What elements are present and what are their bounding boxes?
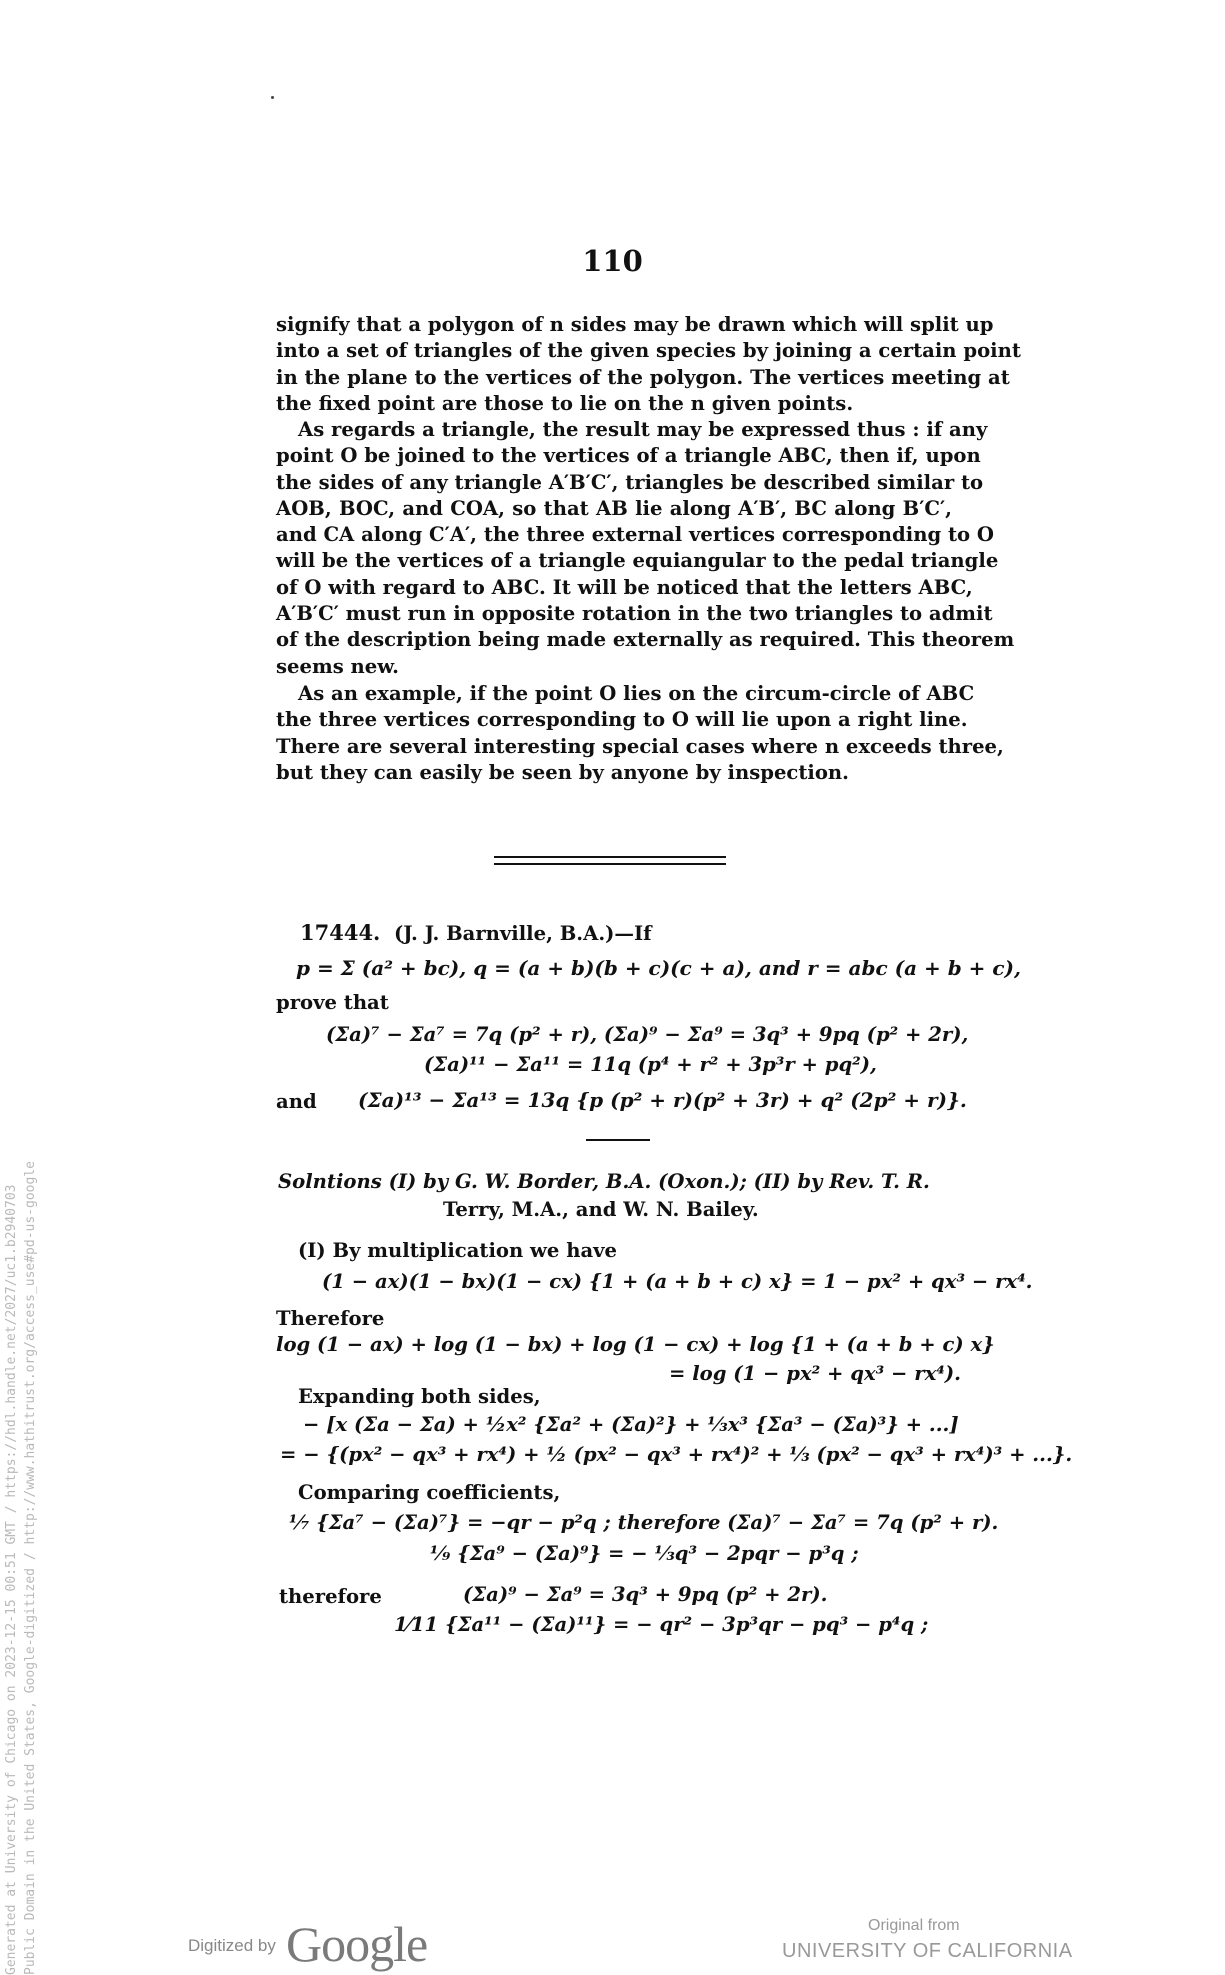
equation-2: (Σa)¹¹ − Σa¹¹ = 11q (p⁴ + r² + 3p³r + pq²), xyxy=(424,1053,877,1076)
working-line-1: (I) By multiplication we have xyxy=(298,1239,618,1262)
equation-3: (Σa)¹³ − Σa¹³ = 13q {p (p² + r)(p² + 3r) + q² (2p² + r)}. xyxy=(358,1088,967,1112)
text-line: but they can easily be seen by anyone by inspection. xyxy=(276,760,849,784)
working-line-4: log (1 − ax) + log (1 − bx) + log (1 − cx) + log {1 + (a + b + c) x} xyxy=(276,1333,995,1356)
working-line-8: = − {(px² − qx³ + rx⁴) + ½ (px² − qx³ + rx⁴)² + ⅓ (px² − qx³ + rx⁴)³ + ...}. xyxy=(280,1443,1073,1466)
text-line: seems new. xyxy=(276,654,399,678)
working-line-11: ⅑ {Σa⁹ − (Σa)⁹} = − ⅓q³ − 2pqr − p³q ; xyxy=(430,1542,859,1565)
text-line: the three vertices corresponding to O will lie upon a right line. xyxy=(276,708,968,732)
paragraph-1 xyxy=(276,312,1021,417)
text-line: As regards a triangle, the result may be expressed thus : if any xyxy=(298,418,988,441)
working-line-5: = log (1 − px² + qx³ − rx⁴). xyxy=(669,1362,961,1385)
and-label: and xyxy=(276,1090,317,1113)
working-line-2: (1 − ax)(1 − bx)(1 − cx) {1 + (a + b + c) x} = 1 − px² + qx³ − rx⁴. xyxy=(322,1270,1033,1293)
working-line-10: ⅐ {Σa⁷ − (Σa)⁷} = −qr − p²q ; therefore (Σa)⁷ − Σa⁷ = 7q (p² + r). xyxy=(289,1511,999,1534)
sidebar-line-1: Generated at University of Chicago on 2023-12-15 00:51 GMT / https://hdl.handle.net/2027/uc1.b2940703 xyxy=(4,1184,19,1975)
equation-1: (Σa)⁷ − Σa⁷ = 7q (p² + r), (Σa)⁹ − Σa⁹ = 3q³ + 9pq (p² + 2r), xyxy=(326,1023,969,1046)
text-line: the fixed point are those to lie on the n given points. xyxy=(276,391,854,415)
problem-author: (J. J. Barnville, B.A.)—If xyxy=(394,922,652,945)
text-line: into a set of triangles of the given species by joining a certain point xyxy=(276,339,1021,363)
prove-that: prove that xyxy=(276,991,389,1014)
working-line-6: Expanding both sides, xyxy=(298,1385,541,1408)
solutions-line-1: Solntions (I) by G. W. Border, B.A. (Oxon.); (II) by Rev. T. R. xyxy=(278,1170,930,1193)
text-line: of the description being made externally as required. This theorem xyxy=(276,628,1015,652)
google-logo: Google xyxy=(286,1916,428,1972)
text-line: As an example, if the point O lies on the circum-circle of ABC xyxy=(298,682,975,705)
original-from-label: Original from xyxy=(868,1917,960,1934)
text-line: in the plane to the vertices of the polygon. The vertices meeting at xyxy=(276,365,1010,389)
text-line: point O be joined to the vertices of a triangle ABC, then if, upon xyxy=(276,444,981,468)
working-line-9: Comparing coefficients, xyxy=(298,1481,561,1504)
working-line-12-label: therefore xyxy=(279,1585,382,1608)
solutions-line-2: Terry, M.A., and W. N. Bailey. xyxy=(443,1198,759,1221)
university-label: UNIVERSITY OF CALIFORNIA xyxy=(782,1940,1073,1962)
problem-number: 17444. xyxy=(300,920,381,945)
section-divider-bottom xyxy=(494,863,726,865)
page-number: 110 xyxy=(582,244,643,278)
working-line-12: (Σa)⁹ − Σa⁹ = 3q³ + 9pq (p² + 2r). xyxy=(463,1583,828,1606)
speck xyxy=(271,96,274,99)
paragraph-2 xyxy=(276,417,1015,680)
problem-heading xyxy=(300,920,652,945)
text-line: will be the vertices of a triangle equiangular to the pedal triangle xyxy=(276,549,999,573)
working-line-3: Therefore xyxy=(276,1307,385,1330)
text-line: signify that a polygon of n sides may be drawn which will split up xyxy=(276,313,994,336)
working-line-7: − [x (Σa − Σa) + ½x² {Σa² + (Σa)²} + ⅓x³ {Σa³ − (Σa)³} + ...] xyxy=(303,1413,959,1436)
sidebar-line-2: Public Domain in the United States, Google-digitized / http://www.hathitrust.org/access_use#pd-us-google xyxy=(23,1161,38,1975)
paragraph-3 xyxy=(276,681,1004,786)
text-line: AOB, BOC, and COA, so that AB lie along A′B′, BC along B′C′, xyxy=(276,496,952,520)
text-line: A′B′C′ must run in opposite rotation in the two triangles to admit xyxy=(276,602,993,626)
problem-definitions: p = Σ (a² + bc), q = (a + b)(b + c)(c + a), and r = abc (a + b + c), xyxy=(296,956,1021,980)
hathitrust-sidebar xyxy=(2,1161,40,1975)
text-line: the sides of any triangle A′B′C′, triangles be described similar to xyxy=(276,470,984,494)
text-line: and CA along C′A′, the three external vertices corresponding to O xyxy=(276,523,994,547)
digitized-by-label: Digitized by xyxy=(188,1936,276,1955)
text-line: of O with regard to ABC. It will be noticed that the letters ABC, xyxy=(276,575,973,599)
section-divider-top xyxy=(494,856,726,858)
text-line: There are several interesting special cases where n exceeds three, xyxy=(276,734,1004,758)
short-divider xyxy=(586,1139,650,1141)
working-line-13: 1⁄11 {Σa¹¹ − (Σa)¹¹} = − qr² − 3p³qr − pq³ − p⁴q ; xyxy=(394,1613,929,1636)
